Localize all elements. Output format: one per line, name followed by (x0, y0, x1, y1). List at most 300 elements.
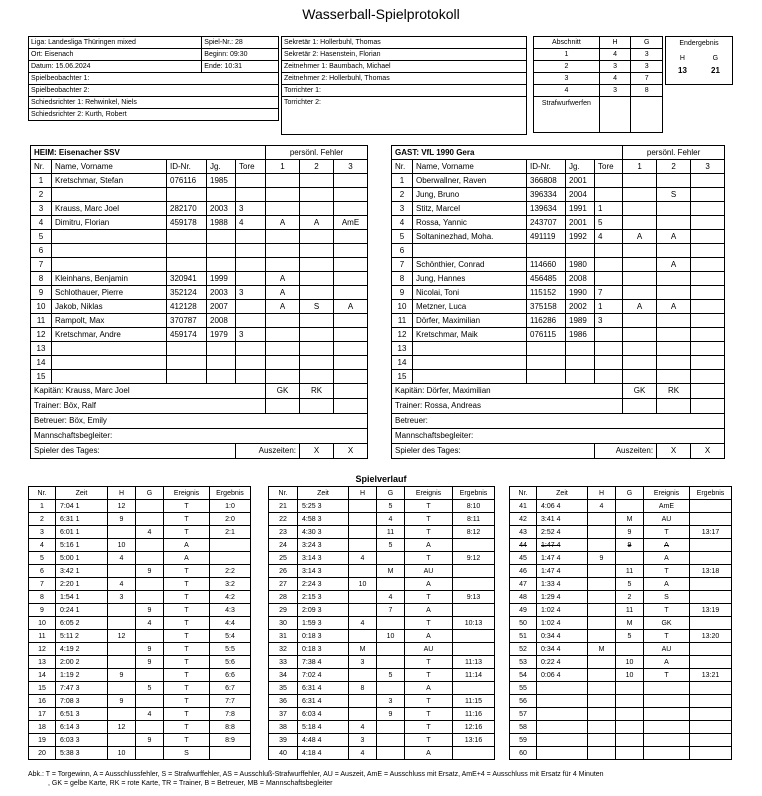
event-guest (377, 617, 405, 630)
final-guest-score: 21 (711, 66, 720, 75)
event-type (644, 695, 690, 708)
event-number: 40 (269, 747, 298, 760)
event-type: T (405, 669, 453, 682)
event-home: 10 (108, 539, 136, 552)
player-id: 114660 (527, 258, 566, 272)
event-row (510, 617, 732, 630)
event-score: 10:13 (453, 617, 495, 630)
event-row (29, 552, 251, 565)
event-type: T (164, 526, 210, 539)
guest-gk: GK (623, 384, 657, 399)
event-type: T (405, 656, 453, 669)
event-home: 9 (108, 695, 136, 708)
events-col-header: Ereignis (405, 487, 453, 500)
event-home: 12 (108, 630, 136, 643)
event-number: 60 (510, 747, 537, 760)
col-year: Jg. (566, 160, 595, 174)
event-guest: 11 (616, 565, 644, 578)
event-home: 10 (108, 747, 136, 760)
player-id: 352124 (167, 286, 207, 300)
event-score: 1:0 (210, 500, 251, 513)
observer2-field: Spielbeobachter 2: (29, 85, 279, 97)
home-player-row (31, 230, 368, 244)
event-score (453, 539, 495, 552)
player-goals (595, 258, 623, 272)
player-year: 1999 (207, 272, 236, 286)
event-time: 4:06 4 (537, 500, 588, 513)
period-cell: 4 (534, 85, 600, 97)
event-row (510, 578, 732, 591)
event-time: 6:31 1 (56, 513, 108, 526)
event-type: T (644, 565, 690, 578)
guest-team-table (391, 145, 725, 459)
league-field: Liga: Landesliga Thüringen mixed (29, 37, 202, 49)
event-time: 4:30 3 (298, 526, 349, 539)
player-number: 14 (392, 356, 413, 370)
events-col-header: Ereignis (164, 487, 210, 500)
player-foul1 (623, 342, 657, 356)
events-col-header: G (616, 487, 644, 500)
event-guest (377, 656, 405, 669)
player-foul2 (300, 356, 334, 370)
player-id (167, 230, 207, 244)
event-home: 4 (349, 721, 377, 734)
event-row (269, 656, 495, 669)
player-name: Rampolt, Max (52, 314, 167, 328)
player-goals: 1 (595, 300, 623, 314)
player-year (207, 230, 236, 244)
event-number: 59 (510, 734, 537, 747)
event-home (349, 539, 377, 552)
player-goals (236, 258, 266, 272)
event-score (690, 643, 732, 656)
home-player-row (31, 216, 368, 230)
player-foul3 (691, 314, 725, 328)
event-time: 5:38 3 (56, 747, 108, 760)
player-foul2 (657, 356, 691, 370)
period-cell: 3 (631, 61, 663, 73)
player-id: 282170 (167, 202, 207, 216)
event-row (269, 591, 495, 604)
event-number: 49 (510, 604, 537, 617)
event-number: 34 (269, 669, 298, 682)
player-year (207, 370, 236, 384)
event-home (588, 539, 616, 552)
event-number: 58 (510, 721, 537, 734)
player-year: 1991 (566, 202, 595, 216)
home-trainer: Trainer: Böx, Ralf (31, 399, 266, 414)
events-header-row (269, 487, 495, 500)
event-score: 13:17 (690, 526, 732, 539)
event-time: 1:02 4 (537, 604, 588, 617)
event-row (510, 747, 732, 760)
player-goals: 3 (595, 314, 623, 328)
event-number: 27 (269, 578, 298, 591)
player-foul1 (266, 328, 300, 342)
event-number: 7 (29, 578, 56, 591)
event-home (349, 513, 377, 526)
event-home (349, 695, 377, 708)
event-row (269, 513, 495, 526)
event-type: A (644, 552, 690, 565)
guest-player-row (392, 328, 725, 342)
event-guest (616, 734, 644, 747)
guest-player-row (392, 370, 725, 384)
home-timeout2: X (334, 444, 368, 459)
player-year: 1979 (207, 328, 236, 342)
player-number: 5 (392, 230, 413, 244)
event-number: 44 (510, 539, 537, 552)
player-foul3 (691, 370, 725, 384)
player-foul2 (300, 328, 334, 342)
event-guest (136, 578, 164, 591)
event-score (453, 682, 495, 695)
events-header-row (510, 487, 732, 500)
event-type: A (164, 552, 210, 565)
event-row (269, 708, 495, 721)
player-foul3 (691, 258, 725, 272)
player-goals (595, 244, 623, 258)
event-score: 3:2 (210, 578, 251, 591)
period-cell: 3 (599, 61, 631, 73)
player-year: 2004 (566, 188, 595, 202)
events-col-header: H (588, 487, 616, 500)
event-number: 15 (29, 682, 56, 695)
player-name: Stitz, Marcel (413, 202, 527, 216)
events-col-header: Ergebnis (453, 487, 495, 500)
event-row (269, 682, 495, 695)
event-number: 3 (29, 526, 56, 539)
event-home (588, 682, 616, 695)
event-guest (136, 552, 164, 565)
home-player-row (31, 188, 368, 202)
player-goals (236, 188, 266, 202)
event-time (537, 708, 588, 721)
event-time: 0:34 4 (537, 630, 588, 643)
period-cell: 7 (631, 73, 663, 85)
event-score: 2:1 (210, 526, 251, 539)
event-number: 5 (29, 552, 56, 565)
player-id: 076115 (527, 328, 566, 342)
player-name: Kleinhans, Benjamin (52, 272, 167, 286)
event-guest (136, 747, 164, 760)
event-type: T (164, 708, 210, 721)
event-home: 4 (108, 578, 136, 591)
player-foul1 (266, 342, 300, 356)
player-foul2 (300, 370, 334, 384)
player-goals (236, 300, 266, 314)
player-name (413, 370, 527, 384)
event-type (644, 708, 690, 721)
event-home: 9 (588, 552, 616, 565)
event-score: 5:5 (210, 643, 251, 656)
events-col-header: Nr. (29, 487, 56, 500)
player-goals: 4 (236, 216, 266, 230)
event-type: T (405, 591, 453, 604)
event-type: T (164, 734, 210, 747)
event-time: 7:38 4 (298, 656, 349, 669)
event-guest (377, 578, 405, 591)
player-year: 1985 (207, 174, 236, 188)
event-guest: 9 (136, 734, 164, 747)
player-id: 459178 (167, 216, 207, 230)
guest-player-row (392, 188, 725, 202)
event-number: 32 (269, 643, 298, 656)
col-id: ID-Nr. (527, 160, 566, 174)
player-name: Dörfer, Maximilian (413, 314, 527, 328)
event-row (29, 591, 251, 604)
player-name (52, 244, 167, 258)
final-home-label: H (679, 55, 685, 62)
event-number: 16 (29, 695, 56, 708)
event-home: M (349, 643, 377, 656)
player-foul3 (334, 356, 368, 370)
event-time: 3:14 3 (298, 565, 349, 578)
player-goals (595, 342, 623, 356)
player-foul1 (266, 174, 300, 188)
event-time: 1:47 4 (537, 565, 588, 578)
player-number: 8 (31, 272, 52, 286)
event-number: 31 (269, 630, 298, 643)
abbreviations-legend (28, 770, 758, 788)
event-row (29, 630, 251, 643)
event-time (537, 695, 588, 708)
event-time: 2:52 4 (537, 526, 588, 539)
player-foul2: A (657, 230, 691, 244)
player-number: 2 (392, 188, 413, 202)
col-name: Name, Vorname (52, 160, 167, 174)
player-year: 2001 (566, 216, 595, 230)
event-type: A (164, 539, 210, 552)
guest-player-row (392, 174, 725, 188)
secretary1-field: Sekretär 1: Hollerbuhl, Thomas (282, 37, 527, 49)
events-col-header: H (108, 487, 136, 500)
player-number: 12 (392, 328, 413, 342)
event-score: 11:16 (453, 708, 495, 721)
player-foul3 (691, 188, 725, 202)
event-number: 51 (510, 630, 537, 643)
player-name: Metzner, Luca (413, 300, 527, 314)
event-score: 2:0 (210, 513, 251, 526)
event-score (453, 643, 495, 656)
player-foul2 (300, 286, 334, 300)
event-time: 3:42 1 (56, 565, 108, 578)
player-number: 12 (31, 328, 52, 342)
event-score: 8:10 (453, 500, 495, 513)
player-foul1 (266, 370, 300, 384)
home-rk: RK (300, 384, 334, 399)
event-number: 55 (510, 682, 537, 695)
guest-player-row (392, 244, 725, 258)
event-time: 7:47 3 (56, 682, 108, 695)
player-foul1 (623, 244, 657, 258)
event-score: 8:12 (453, 526, 495, 539)
player-id: 243707 (527, 216, 566, 230)
event-row (510, 669, 732, 682)
event-row (29, 539, 251, 552)
player-name (413, 356, 527, 370)
col-home: H (599, 37, 631, 49)
period-cell: 8 (631, 85, 663, 97)
col-foul1: 1 (266, 160, 300, 174)
event-guest: 5 (377, 500, 405, 513)
event-type: A (405, 630, 453, 643)
event-time: 4:18 4 (298, 747, 349, 760)
player-year: 1989 (566, 314, 595, 328)
event-score: 2:2 (210, 565, 251, 578)
event-score: 13:16 (453, 734, 495, 747)
event-number: 14 (29, 669, 56, 682)
player-foul2: A (300, 216, 334, 230)
player-foul2 (657, 314, 691, 328)
secretary2-field: Sekretär 2: Hasenstein, Florian (282, 49, 527, 61)
event-time: 0:24 1 (56, 604, 108, 617)
event-number: 28 (269, 591, 298, 604)
player-name: Kretschmar, Andre (52, 328, 167, 342)
event-row (510, 539, 732, 552)
event-guest: 4 (377, 513, 405, 526)
event-score: 13:19 (690, 604, 732, 617)
event-time (537, 734, 588, 747)
col-name: Name, Vorname (413, 160, 527, 174)
event-type: T (164, 617, 210, 630)
events-col-header: H (349, 487, 377, 500)
event-number: 29 (269, 604, 298, 617)
event-home (588, 747, 616, 760)
event-score (453, 630, 495, 643)
events-col-header: Nr. (510, 487, 537, 500)
event-row (510, 591, 732, 604)
player-foul3 (691, 202, 725, 216)
event-type: A (405, 578, 453, 591)
event-type: T (405, 695, 453, 708)
event-row (29, 734, 251, 747)
event-home (588, 565, 616, 578)
event-guest (136, 669, 164, 682)
player-foul3 (691, 272, 725, 286)
event-row (510, 643, 732, 656)
player-foul3 (334, 272, 368, 286)
player-foul2 (657, 286, 691, 300)
player-foul1: A (266, 286, 300, 300)
player-goals: 3 (236, 202, 266, 216)
player-foul2 (657, 328, 691, 342)
event-home (349, 604, 377, 617)
event-row (29, 565, 251, 578)
home-captain: Kapitän: Krauss, Marc Joel (31, 384, 266, 399)
event-time: 5:16 1 (56, 539, 108, 552)
page-title: Wasserball-Spielprotokoll (302, 6, 460, 22)
event-score: 12:16 (453, 721, 495, 734)
player-year: 1988 (207, 216, 236, 230)
player-number: 9 (392, 286, 413, 300)
event-type: A (405, 604, 453, 617)
event-row (510, 656, 732, 669)
event-number: 22 (269, 513, 298, 526)
event-guest: 10 (616, 656, 644, 669)
event-score (690, 747, 732, 760)
event-row (269, 643, 495, 656)
event-type: T (164, 695, 210, 708)
event-type (644, 721, 690, 734)
player-name: Krauss, Marc Joel (52, 202, 167, 216)
player-year (207, 342, 236, 356)
event-score: 7:8 (210, 708, 251, 721)
event-number: 48 (510, 591, 537, 604)
event-number: 46 (510, 565, 537, 578)
event-guest: M (616, 513, 644, 526)
event-guest (136, 513, 164, 526)
match-info-table (28, 36, 279, 121)
player-id (167, 188, 207, 202)
player-goals (595, 328, 623, 342)
event-home (108, 734, 136, 747)
event-row (29, 708, 251, 721)
event-home (349, 526, 377, 539)
event-guest (377, 682, 405, 695)
player-number: 1 (31, 174, 52, 188)
player-number: 7 (392, 258, 413, 272)
event-score: 6:6 (210, 669, 251, 682)
event-type: S (164, 747, 210, 760)
player-foul3 (691, 300, 725, 314)
event-score: 11:15 (453, 695, 495, 708)
player-foul1 (623, 328, 657, 342)
period-cell: 4 (599, 73, 631, 85)
player-foul1: A (266, 216, 300, 230)
event-score (690, 708, 732, 721)
event-time: 0:22 4 (537, 656, 588, 669)
player-number: 4 (31, 216, 52, 230)
home-team-name: HEIM: Eisenacher SSV (31, 146, 266, 160)
event-row (510, 565, 732, 578)
event-time: 1:33 4 (537, 578, 588, 591)
player-year (207, 244, 236, 258)
event-type: T (164, 513, 210, 526)
player-foul1 (623, 314, 657, 328)
event-row (269, 500, 495, 513)
event-type: A (644, 578, 690, 591)
player-id (527, 342, 566, 356)
col-id: ID-Nr. (167, 160, 207, 174)
player-foul2 (300, 188, 334, 202)
event-row (510, 721, 732, 734)
event-guest: M (377, 565, 405, 578)
event-row (29, 617, 251, 630)
home-player-row (31, 202, 368, 216)
event-number: 45 (510, 552, 537, 565)
event-number: 50 (510, 617, 537, 630)
player-foul2 (657, 244, 691, 258)
period-cell: 2 (534, 61, 600, 73)
event-home (588, 721, 616, 734)
event-type: T (405, 721, 453, 734)
event-row (269, 552, 495, 565)
event-guest: 10 (616, 669, 644, 682)
player-foul3 (334, 230, 368, 244)
player-number: 5 (31, 230, 52, 244)
guest-player-row (392, 272, 725, 286)
player-name (413, 342, 527, 356)
player-name (413, 244, 527, 258)
abbreviations-line1: Abk.: T = Torgewinn, A = Ausschlussfehler, S = Strafwurffehler, AS = Ausschluß-Strafwurffehler, AU = Auszeit, AmE = Ausschluss mit Ersatz, AmE+4 = Ausschluss mit Ersatz für 4 Minuten (28, 771, 604, 778)
event-row (269, 617, 495, 630)
event-home (588, 591, 616, 604)
player-foul1 (623, 272, 657, 286)
event-row (510, 513, 732, 526)
player-name: Nicolai, Toni (413, 286, 527, 300)
event-row (269, 565, 495, 578)
